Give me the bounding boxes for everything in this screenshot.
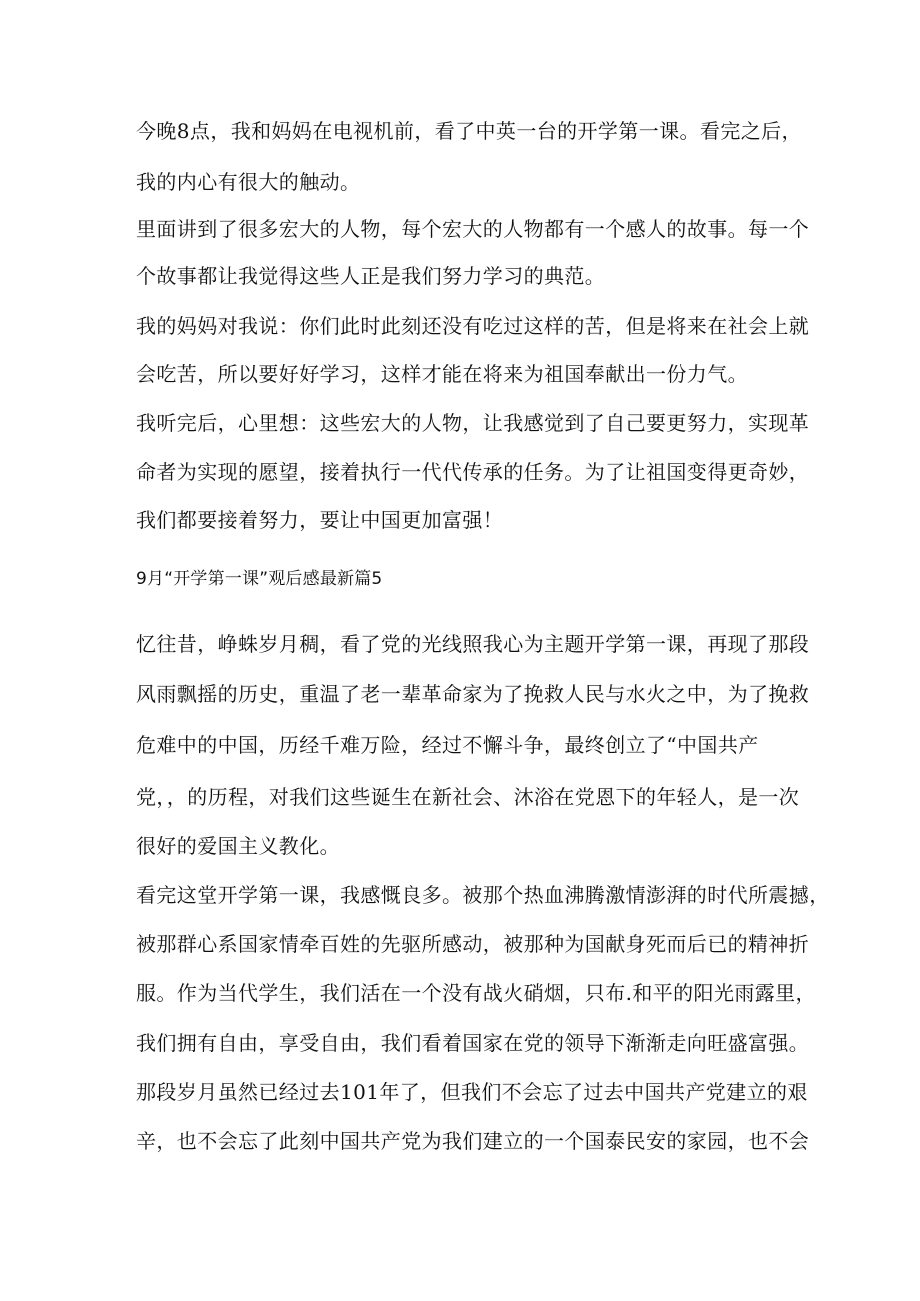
section-heading: 9月“开学第一课”观后感最新篇5 [136, 569, 383, 589]
paragraph-line: 危难中的中国，历经千难万险，经过不懈斗争，最终创立了“中国共产 [136, 733, 759, 757]
paragraph-line: 服。作为当代学生，我们活在一个没有战火硝烟，只布.和平的阳光雨露里， [136, 981, 816, 1005]
paragraph-line: 命者为实现的愿望，接着执行一代代传承的任务。为了让祖国变得更奇妙， [136, 460, 810, 484]
paragraph-line: 个故事都让我觉得这些人正是我们努力学习的典范。 [136, 264, 606, 288]
paragraph-line: 我的妈妈对我说：你们此时此刻还没有吃过这样的苦，但是将来在社会上就 [136, 314, 810, 338]
paragraph-line: 我听完后，心里想：这些宏大的人物，让我感觉到了自己要更努力，实现革 [136, 411, 810, 435]
paragraph-line: 那段岁月虽然已经过去101年了，但我们不会忘了过去中国共产党建立的艰 [136, 1080, 808, 1104]
paragraph-line: 被那群心系国家情牵百姓的先驱所感动，被那种为国献身死而后已的精神折 [136, 932, 810, 956]
paragraph-line: 我们拥有自由，享受自由，我们看着国家在党的领导下渐渐走向旺盛富强。 [136, 1031, 810, 1055]
paragraph-line: 我的内心有很大的触动。 [136, 170, 361, 194]
paragraph-line: 我们都要接着努力，要让中国更加富强！ [136, 508, 504, 532]
paragraph-line: 忆往昔，峥蛛岁月稠，看了党的光线照我心为主题开学第一课，再现了那段 [136, 632, 810, 656]
paragraph-line: 风雨飘摇的历史，重温了老一辈革命家为了挽救人民与水火之中，为了挽救 [136, 682, 810, 706]
paragraph-line: 很好的爱国主义教化。 [136, 834, 340, 858]
paragraph-line: 会吃苦，所以要好好学习，这样才能在将来为祖国奉献出一份力气。 [136, 362, 748, 386]
paragraph-line: 党，，的历程，对我们这些诞生在新社会、沐浴在党恩下的年轻人，是一次 [136, 785, 800, 809]
paragraph-line: 辛，也不会忘了此刻中国共产党为我们建立的一个国泰民安的家园，也不会 [136, 1129, 810, 1153]
paragraph-line: 看完这堂开学第一课，我感慨良多。被那个热血沸腾激情澎湃的时代所震撼， [136, 883, 830, 907]
paragraph-line: 里面讲到了很多宏大的人物，每个宏大的人物都有一个感人的故事。每一个 [136, 217, 810, 241]
paragraph-line: 今晚8点，我和妈妈在电视机前，看了中英一台的开学第一课。看完之后， [136, 119, 802, 143]
